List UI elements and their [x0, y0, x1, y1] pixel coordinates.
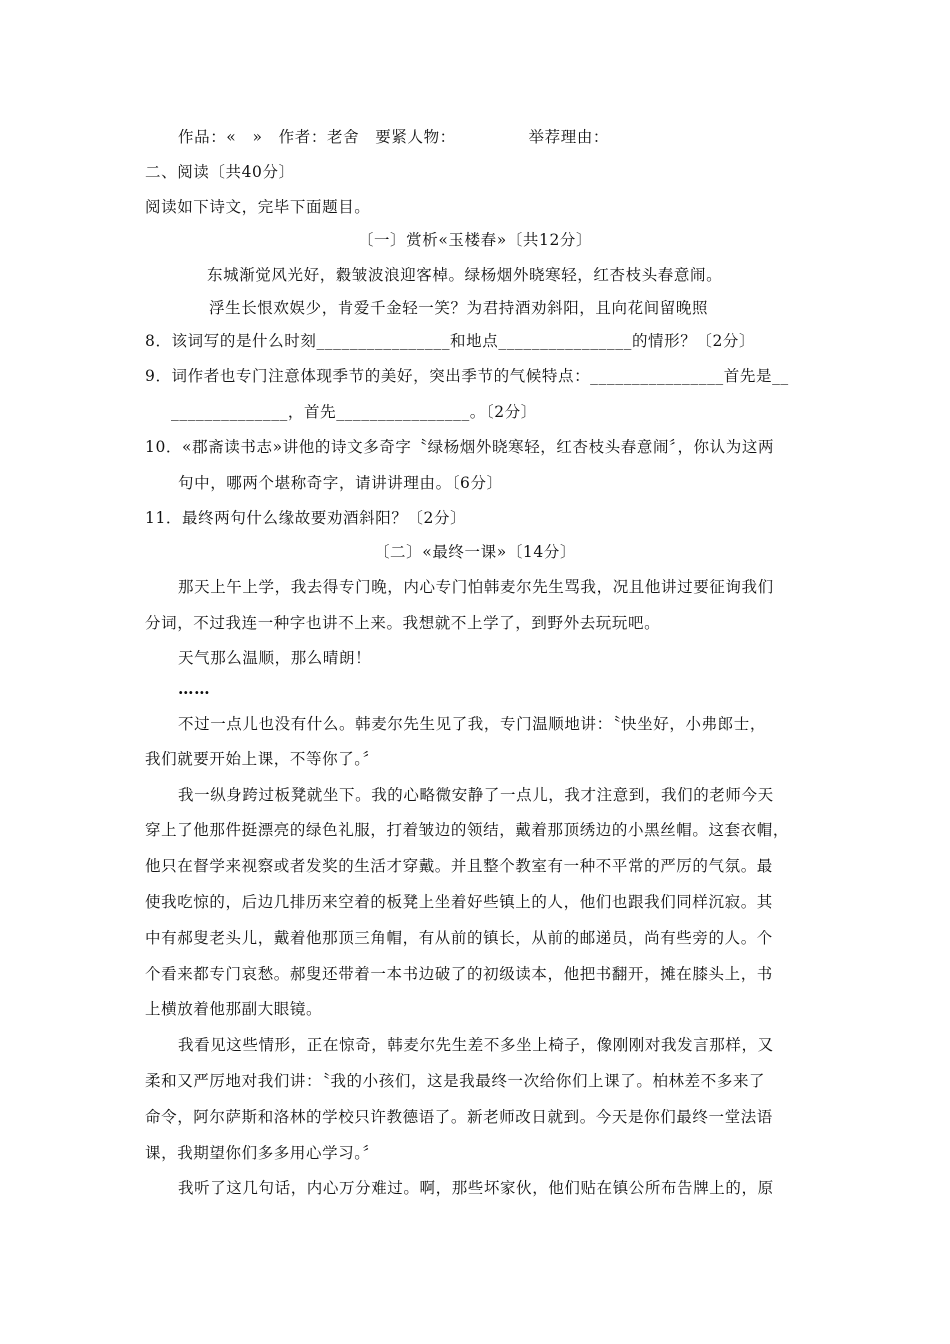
poem-line: 东城渐觉风光好，縠皱波浪迎客棹。绿杨烟外晓寒轻，红杏枝头春意闹。 [207, 266, 723, 284]
question-10-continued: 句中，哪两个堪称奇字，请讲讲理由。〔6分〕 [178, 474, 503, 492]
question-9-continued: ______________，首先________________。〔2分〕 [171, 403, 537, 421]
paragraph-line: 中有郝叟老头儿，戴着他那顶三角帽，有从前的镇长，从前的邮递员，尚有些旁的人。个 [145, 929, 773, 947]
subsection-title: 〔一〕赏析«玉楼春»〔共12分〕 [357, 231, 593, 249]
paragraph-line: 我一纵身跨过板凳就坐下。我的心略微安静了一点儿，我才注意到，我们的老师今天 [178, 786, 774, 804]
paragraph-line: 那天上午上学，我去得专门晚，内心专门怕韩麦尔先生骂我，况且他讲过要征询我们 [178, 578, 774, 596]
paragraph-line: 课，我期望你们多多用心学习。〞 [145, 1144, 379, 1162]
paragraph-line: 上横放着他那副大眼镜。 [145, 1000, 323, 1018]
question-9: 9．词作者也专门注意体现季节的美好，突出季节的气候特点：________________首先是__ [145, 367, 789, 385]
paragraph-line: 不过一点儿也没有什么。韩麦尔先生见了我，专门温顺地讲：〝快坐好，小弗郎士， [178, 715, 766, 733]
question-11: 11．最终两句什么缘故要劝酒斜阳？〔2分〕 [145, 509, 467, 527]
instruction-text: 阅读如下诗文，完毕下面题目。 [145, 198, 371, 216]
paragraph-line: 我们就要开始上课，不等你了。〞 [145, 750, 379, 768]
paragraph-line: 天气那么温顺，那么晴朗！ [178, 649, 372, 667]
paragraph-line: 他只在督学来视察或者发奖的生活才穿戴。并且整个教室有一种不平常的严厉的气氛。最 [145, 857, 773, 875]
paragraph-line: 个看来都专门哀愁。郝叟还带着一本书边破了的初级读本，他把书翻开，摊在膝头上，书 [145, 965, 773, 983]
paragraph-line: 我看见这些情形，正在惊奇，韩麦尔先生差不多坐上椅子，像刚刚对我发言那样，又 [178, 1036, 774, 1054]
paragraph-line: 柔和又严厉地对我们讲：〝我的小孩们，这是我最终一次给你们上课了。柏林差不多来了 [145, 1072, 766, 1090]
paragraph-line: 命令，阿尔萨斯和洛林的学校只许教德语了。新老师改日就到。今天是你们最终一堂法语 [145, 1108, 773, 1126]
poem-line: 浮生长恨欢娱少，肯爱千金轻一笑？为君持酒劝斜阳，且向花间留晚照 [209, 299, 709, 317]
recommend-line: 作品：« » 作者：老舍 要紧人物： 举荐理由： [178, 128, 610, 146]
subsection-title: 〔二〕«最终一课»〔14分〕 [373, 543, 577, 561]
question-8: 8．该词写的是什么时刻________________和地点________________的情形？〔2分〕 [145, 332, 756, 350]
ellipsis: …… [178, 679, 211, 698]
section-heading: 二、阅读〔共40分〕 [145, 163, 295, 181]
paragraph-line: 使我吃惊的，后边几排历来空着的板凳上坐着好些镇上的人，他们也跟我们同样沉寂。其 [145, 893, 773, 911]
paragraph-line: 穿上了他那件挺漂亮的绿色礼服，打着皱边的领结，戴着那顶绣边的小黑丝帽。这套衣帽， [145, 821, 790, 839]
paragraph-line: 分词，不过我连一种字也讲不上来。我想就不上学了，到野外去玩玩吧。 [145, 614, 661, 632]
paragraph-line: 我听了这几句话，内心万分难过。啊，那些坏家伙，他们贴在镇公所布告牌上的，原 [178, 1179, 774, 1197]
question-10: 10．«郡斋读书志»讲他的诗文多奇字〝绿杨烟外晓寒轻，红杏枝头春意闹〞，你认为这两 [145, 438, 775, 456]
